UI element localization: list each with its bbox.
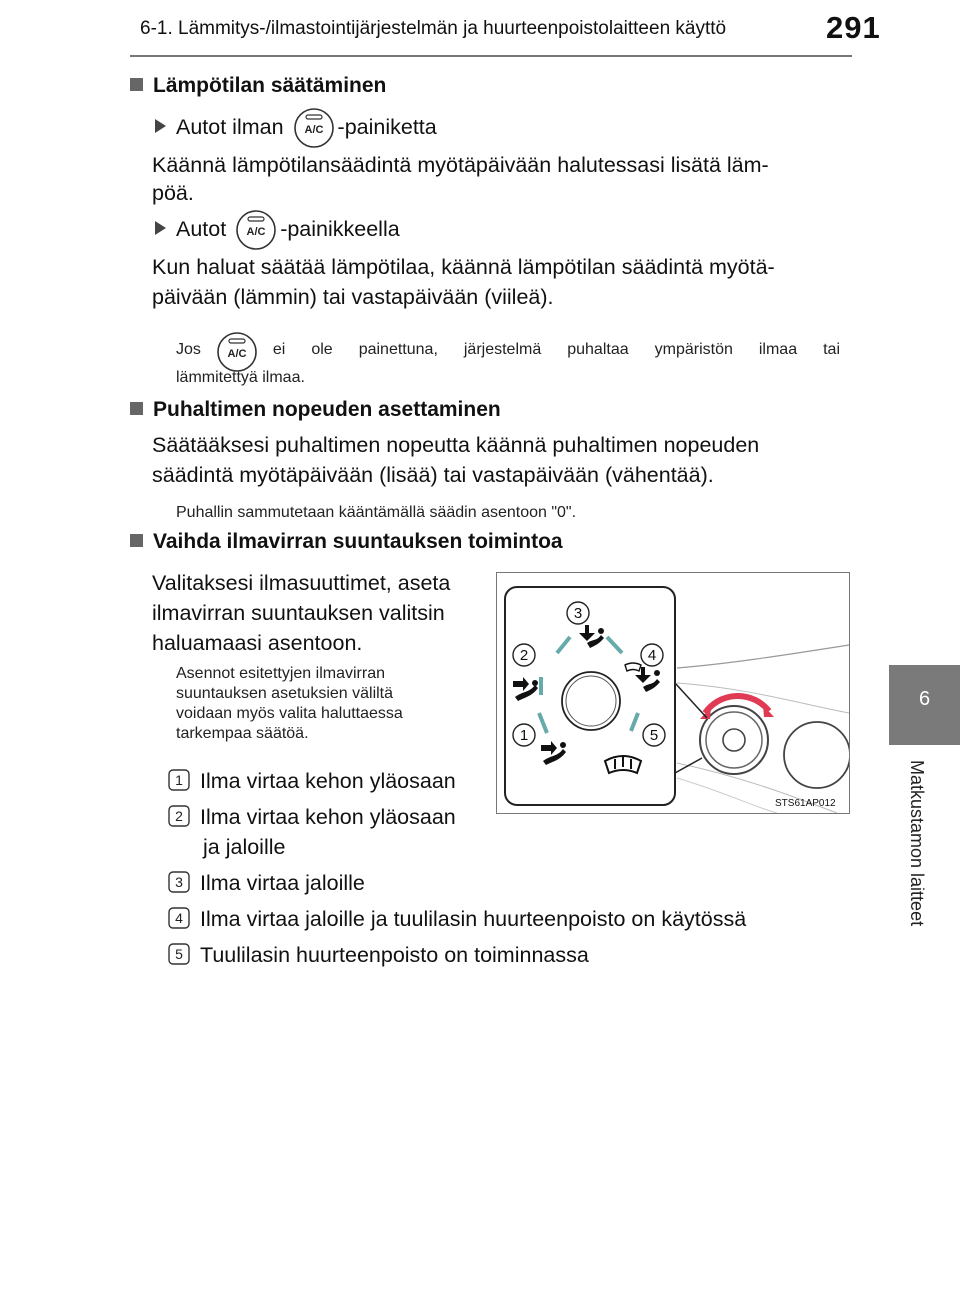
list-item: [168, 764, 456, 799]
callout-3: 3: [573, 605, 583, 622]
heading-fan-speed: [130, 398, 501, 422]
airflow-note-line2: suuntauksen asetuksien väliltä: [176, 685, 394, 702]
fan-note: Puhallin sammutetaan kääntämällä säädin asentoon "0".: [176, 504, 577, 521]
note-after: ei ole painettuna, järjestelmä puhaltaa ympäristön ilmaa tai: [272, 341, 840, 358]
list-item-text: Ilma virtaa kehon yläosaan: [200, 769, 456, 793]
page-number: 291: [826, 10, 881, 45]
heading-airflow: [130, 530, 563, 554]
list-item-text: Ilma virtaa jaloille: [200, 871, 365, 895]
note-before: Jos: [176, 341, 201, 358]
callout-1: 1: [519, 727, 529, 744]
svg-text:1: 1: [175, 772, 183, 788]
airflow-note-line3: voidaan myös valita haluttaessa: [176, 705, 403, 722]
list-item-continuation: ja jaloille: [203, 835, 286, 859]
ac-button-icon: [292, 104, 336, 148]
triangle-bullet-icon: [155, 119, 166, 133]
case2-text-line1: Kun haluat säätää lämpötilaa, käännä lämpötilan säädintä myötä-: [152, 255, 775, 279]
case2-label-after: -painikkeella: [280, 217, 400, 241]
square-bullet-icon: [130, 78, 143, 91]
fan-text-line1: Säätääksesi puhaltimen nopeutta käännä puhaltimen nopeuden: [152, 433, 760, 457]
airflow-text-line2: ilmavirran suuntauksen valitsin: [152, 601, 445, 625]
fan-text-line2: säädintä myötäpäivään (lisää) tai vastapäivään (vähentää).: [152, 463, 714, 487]
number-5-icon: [168, 943, 190, 965]
case1-text-line1: Käännä lämpötilansäädintä myötäpäivään halutessasi lisätä läm-: [152, 153, 769, 177]
list-item-text: Ilma virtaa kehon yläosaan: [200, 805, 456, 829]
running-header-title: 6-1. Lämmitys-/ilmastointijärjestelmän ja huurteenpoistolaitteen käyttö: [140, 18, 727, 39]
case1-label-after: -painiketta: [337, 115, 437, 139]
list-item: [168, 866, 365, 901]
airflow-note-line1: Asennot esitettyjen ilmavirran: [176, 665, 385, 682]
case2-label-before: Autot: [176, 217, 233, 241]
callout-2: 2: [519, 647, 529, 664]
svg-text:5: 5: [175, 946, 183, 962]
chapter-side-label-box: [905, 760, 935, 940]
number-3-icon: [168, 871, 190, 893]
heading-temperature-text: Lämpötilan säätäminen: [153, 74, 387, 97]
heading-airflow-text: Vaihda ilmavirran suuntauksen toimintoa: [153, 530, 563, 553]
ac-button-label: A/C: [246, 226, 266, 238]
number-1-icon: [168, 769, 190, 791]
svg-text:2: 2: [175, 808, 183, 824]
list-item: [168, 938, 589, 973]
triangle-bullet-icon: [155, 221, 166, 235]
heading-temperature: [130, 74, 386, 98]
svg-text:3: 3: [175, 874, 183, 890]
heading-fan-text: Puhaltimen nopeuden asettaminen: [153, 398, 501, 421]
case-without-ac: [155, 104, 437, 148]
list-item: [168, 902, 746, 937]
list-item-text: Ilma virtaa jaloille ja tuulilasin huurteenpoisto on käytössä: [200, 907, 747, 931]
chapter-side-label: Matkustamon laitteet: [907, 760, 927, 927]
airflow-text-line1: Valitaksesi ilmasuuttimet, aseta: [152, 571, 451, 595]
ac-note-line2: lämmitettyä ilmaa.: [176, 369, 305, 386]
header-divider: [130, 55, 852, 57]
airflow-text-line3: haluamaasi asentoon.: [152, 631, 363, 655]
callout-4: 4: [647, 647, 657, 664]
ac-button-icon: [234, 206, 278, 250]
ac-button-label: A/C: [304, 124, 324, 136]
square-bullet-icon: [130, 534, 143, 547]
case1-label-before: Autot ilman: [176, 115, 290, 139]
airflow-diagram: [497, 573, 849, 813]
square-bullet-icon: [130, 402, 143, 415]
case2-text-line2: päivään (lämmin) tai vastapäivään (viileä).: [152, 285, 554, 309]
figure-code: STS61AP012: [775, 798, 836, 809]
airflow-selector-figure: [496, 572, 850, 814]
case-with-ac: [155, 206, 400, 250]
number-4-icon: [168, 907, 190, 929]
airflow-note-line4: tarkempaa säätöä.: [176, 725, 309, 742]
chapter-number: 6: [918, 688, 931, 710]
callout-5: 5: [649, 727, 659, 744]
case1-text-line2: pöä.: [152, 181, 194, 205]
list-item-text: Tuulilasin huurteenpoisto on toiminnassa: [200, 943, 589, 967]
svg-text:4: 4: [175, 910, 183, 926]
ac-button-label: A/C: [227, 348, 247, 360]
number-2-icon: [168, 805, 190, 827]
